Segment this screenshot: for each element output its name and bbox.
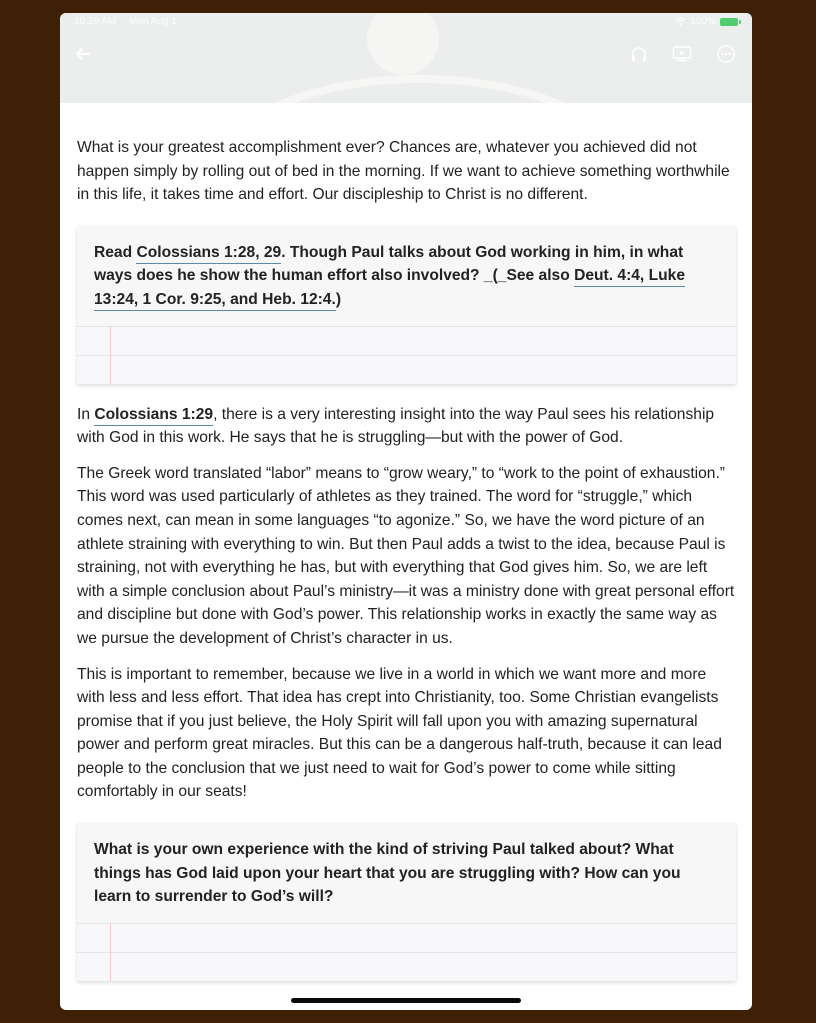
headphones-icon: [630, 45, 648, 63]
paragraph-3: The Greek word translated “labor” means to “grow weary,” to “work to the point of exhaustion.” This word was used particularly of athletes as they trained. The word for “struggle,” which comes next, can mean in some languages “to agonize.” So, we have the word picture of an athlete straining with everything to win. But then Paul adds a twist to the idea, because Paul is straining, not with everything he has, but with everything that God gives him. So, we are left with a simple conclusion about Paul’s ministry—it was a ministry done with great personal effort and discipline but done with God’s power. This relationship works in exactly the same way as we pursue the development of Christ’s character in us.: [77, 464, 735, 647]
answer-area-2[interactable]: [77, 923, 736, 981]
intro-paragraph: What is your greatest accomplishment ever? Chances are, whatever you achieved did not happen simply by rolling out of bed in the morning. If we want to achieve something worthwhile in this life, it takes time and effort. Our discipleship to Christ is no different.: [77, 139, 730, 204]
answer-margin-line: [110, 326, 111, 384]
video-play-icon: [672, 45, 692, 63]
scripture-link-colossians-1-29[interactable]: Colossians 1:29: [94, 406, 213, 426]
question-box-2: [77, 823, 736, 981]
question-2-text: What is your own experience with the kind of striving Paul talked about? What things has God laid upon your heart that you are struggling with? How can you learn to surrender to God’s will?: [94, 841, 681, 906]
more-button[interactable]: [713, 41, 739, 67]
paragraph-2-prefix: In: [77, 405, 95, 423]
status-time: 10:29 AM: [74, 16, 117, 27]
answer-margin-line: [110, 923, 111, 981]
battery-icon: [720, 18, 738, 26]
question-1-middle: . Though Paul talks about God working in him, in what ways does he show the human effort also involved? _(_See also: [94, 243, 684, 285]
answer-line[interactable]: [77, 923, 736, 952]
more-horizontal-icon: [716, 44, 736, 64]
back-button[interactable]: [70, 41, 96, 67]
paragraph-2: [77, 403, 737, 450]
answer-area-1[interactable]: [77, 326, 736, 384]
arrow-left-icon: [75, 46, 91, 62]
paragraph-4: This is important to remember, because we live in a world in which we want more and more with less and less effort. That idea has crept into Christianity, too. Some Christian evangelists promise that if you just believe, the Holy Spirit will fall upon you with amazing supernatural power and perform great miracles. But this can be a dangerous half-truth, because it can lead people to the conclusion that we just need to wait for God’s power to come while sitting comfortably in our seats!: [77, 665, 722, 801]
audio-button[interactable]: [626, 41, 652, 67]
paragraph-2-suffix: , there is a very interesting insight into the way Paul sees his relationship with God in this work. He says that he is struggling—but with the power of God.: [77, 405, 715, 447]
status-bar: [74, 16, 738, 30]
header-image-arc: [210, 75, 630, 103]
answer-line[interactable]: [77, 326, 736, 355]
home-indicator[interactable]: [291, 998, 521, 1003]
question-box-1: [77, 226, 736, 384]
answer-line[interactable]: [77, 952, 736, 981]
scripture-link-colossians-1-28-29[interactable]: Colossians 1:28, 29: [136, 244, 281, 264]
wifi-icon: [675, 17, 686, 26]
scripture-link-see-also[interactable]: Deut. 4:4, Luke 13:24, 1 Cor. 9:25, and Heb. 12:4.: [94, 267, 685, 311]
app-window: [60, 13, 752, 1010]
status-date: Mon Aug 1: [129, 16, 177, 27]
battery-percent: 100%: [690, 16, 716, 27]
answer-line[interactable]: [77, 355, 736, 384]
question-1-prefix: Read: [94, 243, 137, 261]
question-1-suffix: ): [335, 290, 342, 308]
status-indicators: [675, 16, 738, 27]
lesson-header: [60, 13, 752, 103]
question-1-text: [77, 226, 736, 326]
lesson-content: [77, 103, 737, 981]
video-button[interactable]: [669, 41, 695, 67]
